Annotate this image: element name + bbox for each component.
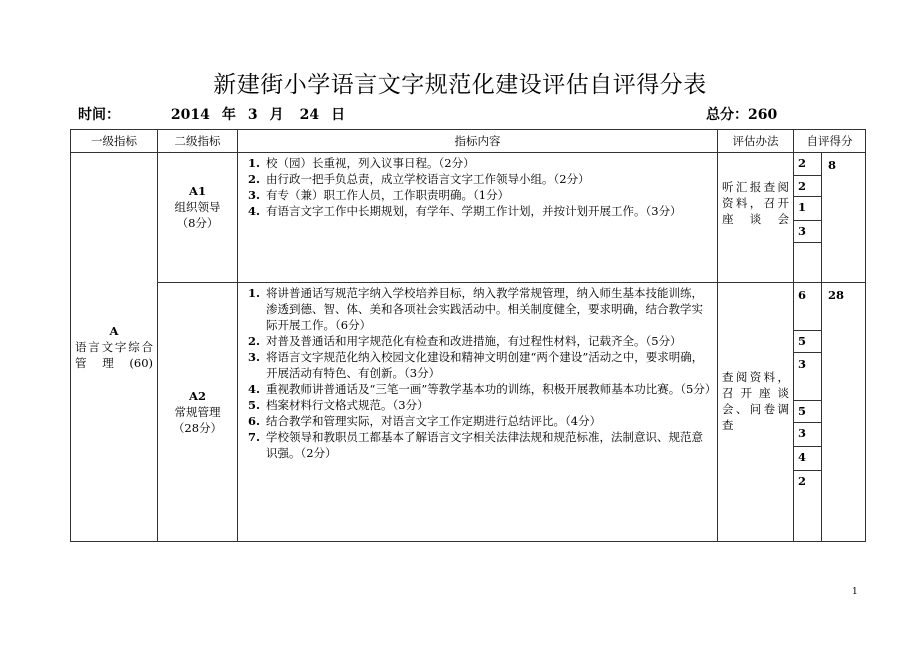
date-month-unit: 月 (269, 107, 284, 123)
date-day-unit: 日 (331, 107, 346, 123)
time-label: 时间： (78, 107, 120, 123)
list-item: 6. 结合教学和管理实际，对语言文字工作定期进行总结评比。（4分） (264, 413, 711, 429)
date-line (78, 104, 357, 124)
table-row-a1 (71, 153, 866, 283)
item-score: 3 (794, 221, 821, 243)
list-item: 3. 将语言文字规范化纳入校园文化建设和精神文明创建“两个建设”活动之中，要求明确，开展活动有特色、有创新。（3分） (264, 349, 711, 381)
page-title: 新建街小学语言文字规范化建设评估自评得分表 (213, 72, 707, 98)
list-item: 4. 有语言文字工作中长期规划，有学年、学期工作计划，并按计划开展工作。（3分） (264, 203, 711, 219)
list-item: 5. 档案材料行文格式规范。（3分） (264, 397, 711, 413)
item-score: 5 (794, 401, 821, 423)
item-score (794, 243, 821, 281)
item-score: 2 (798, 474, 807, 488)
date-month: 3 (247, 107, 258, 123)
level2-name: 组织领导 (174, 200, 221, 214)
section-total-a1: 8 (822, 153, 866, 283)
item-score: 2 (794, 176, 821, 197)
date-year-unit: 年 (221, 107, 236, 123)
level1-code: A (109, 324, 119, 338)
content-cell-a1 (238, 153, 718, 283)
evaluation-table (70, 129, 866, 542)
section-total-a2: 28 (822, 283, 866, 542)
item-score: 4 (794, 447, 821, 471)
table-row-a2 (71, 283, 866, 542)
item-score: 2 (794, 153, 821, 176)
level2-code: A1 (189, 184, 206, 198)
total-score: 总分：260 (706, 107, 778, 123)
list-item: 1. 将讲普通话写规范字纳入学校培养目标，纳入教学常规管理，纳入师生基本技能训练，渗透到德、智、体、美和各项社会实践活动中。相关制度健全，要求明确，结合教学实际开展工作。（6分） (264, 285, 711, 333)
header-level2: 二级指标 (158, 130, 238, 153)
date-day: 24 (299, 107, 320, 123)
header-score: 自评得分 (794, 130, 866, 153)
list-item: 1. 校（园）长重视，列入议事日程。（2分） (264, 155, 711, 171)
level1-cell (71, 153, 158, 542)
header-level1: 一级指标 (71, 130, 158, 153)
header-content: 指标内容 (238, 130, 718, 153)
list-item: 4. 重视教师讲普通话及“三笔一画”等教学基本功的训练，积极开展教师基本功比赛。（5分） (264, 381, 711, 397)
date-year: 2014 (170, 107, 210, 123)
level2-cell-a2 (158, 283, 238, 542)
header-method: 评估办法 (718, 130, 794, 153)
content-cell-a2 (238, 283, 718, 542)
item-score: 1 (794, 197, 821, 221)
score-cells-a1 (794, 153, 822, 283)
item-score: 5 (794, 331, 821, 353)
list-item: 3. 有专（兼）职工作人员，工作职责明确。（1分） (264, 187, 711, 203)
item-score: 3 (794, 353, 821, 401)
level2-points: （28分） (172, 421, 223, 435)
list-item: 2. 由行政一把手负总责，成立学校语言文字工作领导小组。（2分） (264, 171, 711, 187)
level2-cell-a1 (158, 153, 238, 283)
item-score: 3 (794, 423, 821, 447)
list-item: 2. 对普及普通话和用字规范化有检查和改进措施，有过程性材料，记载齐全。（5分） (264, 333, 711, 349)
method-cell-a2: 查阅资料，召开座谈会、问卷调查 (718, 283, 794, 542)
level2-name: 常规管理 (174, 405, 221, 419)
level1-name: 语言文字综合管理(60) (75, 340, 153, 370)
method-cell-a1: 听汇报查阅资料，召开座谈会 (718, 153, 794, 283)
item-score: 6 (794, 283, 821, 331)
header-row (71, 130, 866, 153)
page-number: 1 (852, 587, 858, 597)
level2-points: （8分） (176, 216, 219, 230)
level2-code: A2 (189, 389, 206, 403)
score-cells-a2 (794, 283, 822, 542)
list-item: 7. 学校领导和教职员工都基本了解语言文字相关法律法规和规范标准，法制意识、规范意识强。（2分） (264, 429, 711, 461)
